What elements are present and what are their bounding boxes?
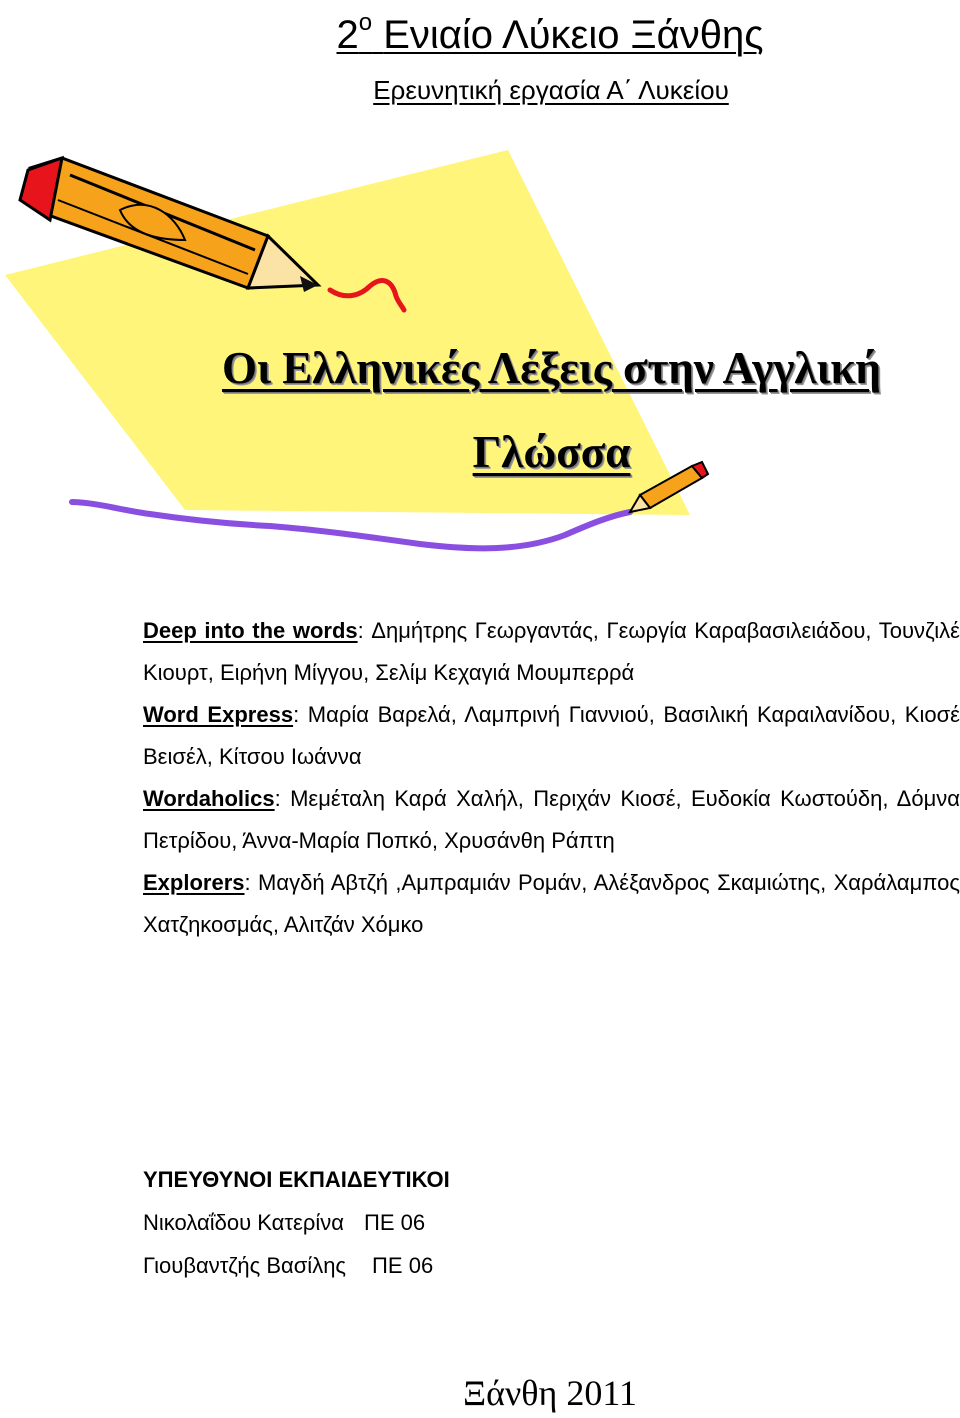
team-entry xyxy=(143,778,960,862)
team-entry xyxy=(143,694,960,778)
school-ordinal: 2 xyxy=(336,13,359,57)
main-title-line-2: Γλώσσα xyxy=(472,427,631,477)
team-members: : Δημήτρης Γεωργαντάς, Γεωργία Καραβασιλειάδου, Τουνζιλέ Κιουρτ, Ειρήνη Μίγγου, Σελίμ Κεχαγιά Μουμπερρά xyxy=(143,618,960,685)
subtitle-text: Ερευνητική εργασία Α΄ Λυκείου xyxy=(373,75,729,105)
supervising-teachers xyxy=(143,1158,450,1287)
team-entry xyxy=(143,610,960,694)
team-members: : Μαρία Βαρελά, Λαμπρινή Γιαννιού, Βασιλική Καραιλανίδου, Κιοσέ Βεισέλ, Κίτσου Ιωάννα xyxy=(143,702,960,769)
teachers-heading: ΥΠΕΥΘΥΝΟΙ ΕΚΠΑΙΔΕΥΤΙΚΟΙ xyxy=(143,1167,450,1192)
main-title xyxy=(0,326,960,494)
school-name-text: Ενιαίο Λύκειο Ξάνθης xyxy=(383,13,764,57)
place-and-year: Ξάνθη 2011 xyxy=(462,1373,638,1413)
teacher-name: Νικολαΐδου Κατερίνα xyxy=(143,1210,344,1235)
teacher-row xyxy=(143,1201,450,1244)
teacher-specialty: ΠΕ 06 xyxy=(372,1253,434,1278)
main-title-line-1: Οι Ελληνικές Λέξεις στην Αγγλική xyxy=(222,343,881,393)
teacher-name: Γιουβαντζής Βασίλης xyxy=(143,1253,347,1278)
team-members: : Μεμέταλη Καρά Χαλήλ, Περιχάν Κιοσέ, Ευδοκία Κωστούδη, Δόμνα Πετρίδου, Άννα-Μαρία Ποπκό, Χρυσάνθη Ράπτη xyxy=(143,786,960,853)
teacher-specialty: ΠΕ 06 xyxy=(363,1210,426,1235)
team-name: Wordaholics xyxy=(143,786,275,811)
teacher-row xyxy=(143,1244,450,1287)
team-name: Deep into the words xyxy=(143,618,358,643)
team-name: Word Express xyxy=(143,702,294,727)
school-ordinal-superscript: ο xyxy=(358,9,373,36)
team-name: Explorers xyxy=(143,870,245,895)
team-entry xyxy=(143,862,960,946)
team-list xyxy=(143,610,960,946)
team-members: : Μαγδή Αβτζή ,Αμπραμιάν Ρομάν, Αλέξανδρος Σκαμιώτης, Χαράλαμπος Χατζηκοσμάς, Αλιτζάν Χόμκο xyxy=(143,870,960,937)
